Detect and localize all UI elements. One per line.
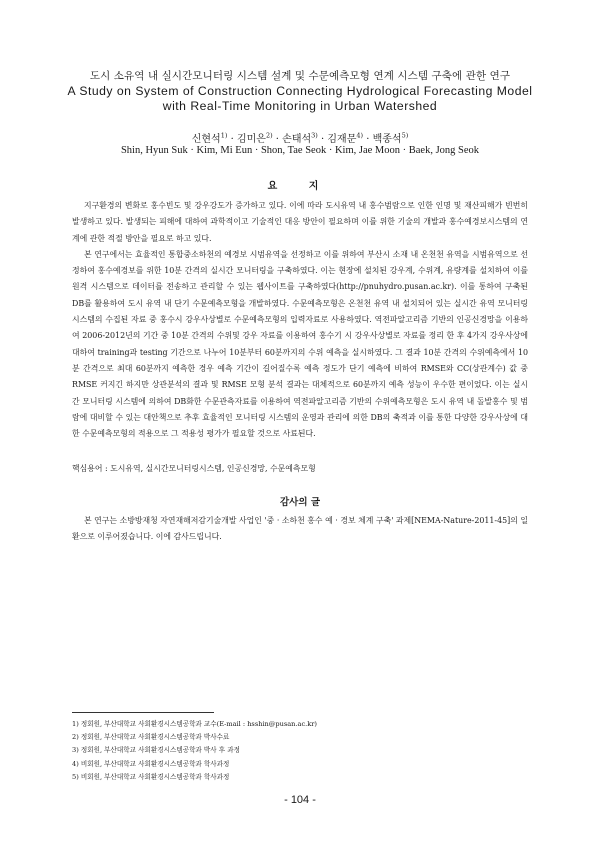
- author-name: 김미은: [236, 134, 266, 145]
- abstract-paragraph: 지구환경의 변화로 홍수빈도 및 강우강도가 증가하고 있다. 이에 따라 도시유역 내 홍수범람으로 인한 인명 및 재산피해가 빈번히 발생하고 있다. 발생되는 피해에 대하여 과학적이고 기술적인 대응 방안이 필요하며 이를 위한 기술의 개발과 홍수예경보시스템의 연계에 관한 적절 방안을 필요로 하고 있다.: [72, 201, 528, 243]
- author-separator: ·: [321, 134, 325, 145]
- footnote: 4) 비회원, 부산대학교 사회환경시스템공학과 학사과정: [72, 759, 230, 768]
- footnote-divider: [72, 712, 214, 713]
- title-english: [40, 84, 560, 114]
- author-name: 신현석: [191, 134, 221, 145]
- acknowledgement-body: [72, 513, 528, 546]
- authors-english: Shin, Hyun Suk · Kim, Mi Eun · Shon, Tae Seok · Kim, Jae Moon · Baek, Jong Seok: [120, 145, 480, 156]
- footnote: 5) 비회원, 부산대학교 사회환경시스템공학과 학사과정: [72, 772, 230, 781]
- footnote: 3) 정회원, 부산대학교 사회환경시스템공학과 박사 후 과정: [72, 746, 240, 755]
- abstract-heading: 요 지: [267, 181, 333, 192]
- author-name: 김재문: [327, 134, 357, 145]
- author-separator: ·: [230, 134, 234, 145]
- footnote: 1) 정회원, 부산대학교 사회환경시스템공학과 교수(E-mail : hsshin@pusan.ac.kr): [72, 720, 317, 728]
- title-korean: 도시 소유역 내 실시간모니터링 시스템 설계 및 수문예측모형 연계 시스템 구축에 관한 연구: [89, 70, 511, 82]
- author-footnote-mark: 3): [311, 131, 318, 140]
- author-footnote-mark: 5): [401, 131, 409, 140]
- acknowledgement-text: 본 연구는 소방방재청 자연재해저감기술개발 사업인 '중 · 소하천 홍수 예 · 경보 체계 구축' 과제[NEMA-Nature-2011-45]의 일환으로 이루어졌습니다. 이에 감사드립니다.: [72, 516, 528, 542]
- author-separator: ·: [366, 134, 370, 145]
- author-name: 손태석: [282, 134, 312, 145]
- author-name: 백종석: [372, 134, 402, 145]
- footnotes: [72, 718, 528, 784]
- abstract-paragraph: 본 연구에서는 효율적인 통합중소하천의 예경보 시범유역을 선정하고 이를 위하여 부산시 소재 내 온천천 유역을 시범유역으로 선정하여 홍수예경보를 위한 10분 간격의 실시간 모니터링을 구축하였다. 이는 현장에 설치된 강우계, 수위계, 유량계를 설치하여 이를 원격 시스템으로 데이터를 전송하고 관리할 수 있는 웹사이트를 구축하였다(http://pnuhydro.pusan.ac.kr). 이를 통하여 구축된 DB를 활용하여 도시 유역 내 단기 수문예측모형을 개발하였다. 수문예측모형은 온천천 유역 내 설치되어 있는 실시간 유역 모니터링 시스템의 수집된 자료 중 홍수시 강우사상별로 수문예측모형의 입력자료로 사용하였다. 역전파알고리즘 기반의 인공신경망을 이용하여 2006-2012년의 기간 중 10분 간격의 수위및 강우 자료를 이용하여 홍수기 시 강우사상별로 자료를 정리 한 후 4가지 강우사상에 대하여 training과 testing 기간으로 나누어 10분부터 60분까지의 수위 예측을 실시하였다. 그 결과 10분 간격의 수위예측에서 10분 간격으로 최대 60분까지 예측한 경우 예측 기간이 길어질수록 예측 정도가 단기 예측에 비하여 RMSE와 CC(상관계수) 값 중 RMSE 커지긴 하지만 상관분석의 결과 및 RMSE 모형 분석 결과는 대체적으로 60분까지 예측 성능이 우수한 편이었다. 이는 실시간 모니터링 시스템에 의하여 DB화한 수문관측자료를 이용하여 역전파알고리즘 기반의 수위예측모형은 도시 유역 내 돌발홍수 및 범람에 대비할 수 있는 대안책으로 추후 효율적인 모니터링 시스템의 운영과 관리에 의한 DB의 축적과 이를 통한 다양한 강우사상에 대한 수문예측모형의 적용으로 그 적용성 평가가 필요할 것으로 사료된다.: [72, 249, 528, 439]
- author-footnote-mark: 1): [220, 131, 228, 140]
- abstract-body: [72, 198, 528, 442]
- author-separator: ·: [275, 134, 279, 145]
- author-footnote-mark: 2): [265, 131, 273, 140]
- page-number: - 104 -: [284, 794, 316, 806]
- author-footnote-mark: 4): [356, 131, 364, 140]
- keywords: 핵심용어 : 도시유역, 실시간모니터링시스템, 인공신경망, 수문예측모형: [72, 464, 316, 473]
- acknowledgement-heading: 감사의 글: [279, 497, 320, 508]
- footnote: 2) 정회원, 부산대학교 사회환경시스템공학과 박사수료: [72, 733, 230, 742]
- title-english-line-2: with Real-Time Monitoring in Urban Watershed: [162, 99, 438, 113]
- title-english-line-1: A Study on System of Construction Connecting Hydrological Forecasting Model: [67, 84, 533, 98]
- authors-korean: [40, 130, 560, 145]
